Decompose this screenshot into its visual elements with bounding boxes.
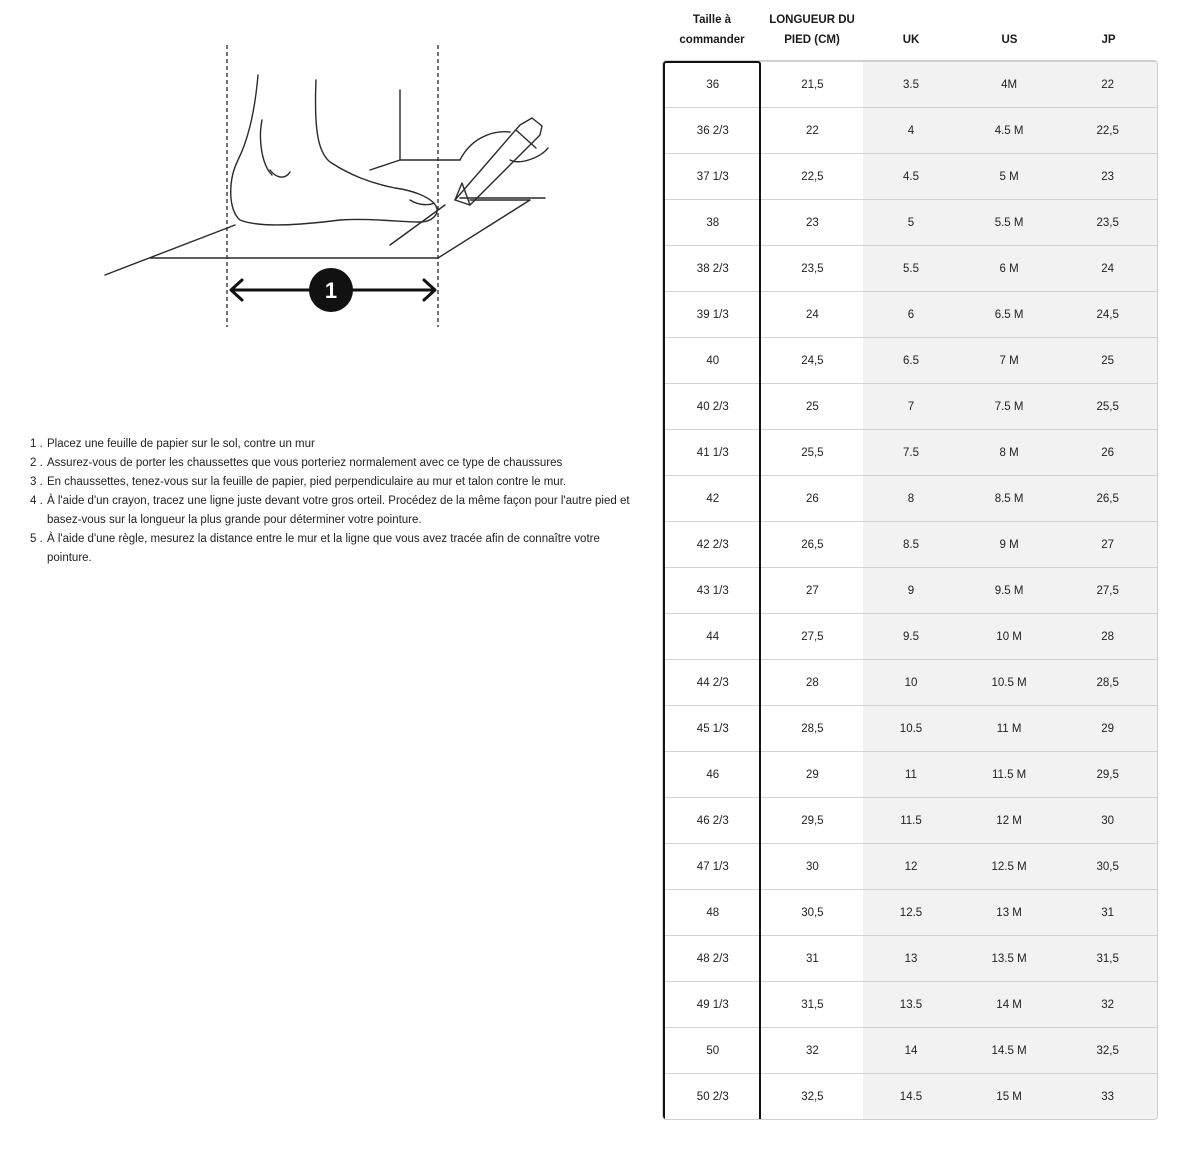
- cell-uk: 5.5: [902, 262, 919, 275]
- cell-us: 9.5 M: [994, 584, 1024, 597]
- cell-foot-length: 25,5: [801, 446, 824, 459]
- cell-order-size: 48: [706, 906, 720, 919]
- cell-order-size: 45 1/3: [696, 722, 729, 735]
- cell-jp: 22,5: [1096, 124, 1119, 137]
- cell-jp: 29: [1101, 722, 1115, 735]
- cell-jp: 25,5: [1096, 400, 1119, 413]
- cell-uk: 6: [907, 308, 915, 321]
- cell-uk: 7: [907, 400, 915, 413]
- cell-foot-length: 22,5: [801, 170, 824, 183]
- cell-foot-length: 28,5: [801, 722, 824, 735]
- instruction-item: 4 . À l'aide d'un crayon, tracez une ligne juste devant votre gros orteil. Procédez de la même façon pour l'autre pied et basez-vous sur la longueur la plus grande pour déterminer votre pointure.: [30, 495, 630, 526]
- cell-uk: 12: [904, 860, 918, 873]
- cell-uk: 10: [904, 676, 918, 689]
- cell-uk: 4: [907, 124, 915, 137]
- cell-order-size: 50: [706, 1044, 720, 1057]
- cell-order-size: 43 1/3: [696, 584, 729, 597]
- cell-jp: 23: [1101, 170, 1115, 183]
- cell-uk: 8.5: [902, 538, 919, 551]
- cell-foot-length: 32: [805, 1044, 819, 1057]
- cell-order-size: 37 1/3: [696, 170, 729, 183]
- cell-jp: 27: [1101, 538, 1115, 551]
- header-us: US: [1001, 34, 1018, 46]
- cell-us: 6 M: [999, 262, 1019, 275]
- cell-us: 11 M: [996, 722, 1022, 735]
- cell-us: 7 M: [999, 354, 1019, 367]
- cell-jp: 26,5: [1096, 492, 1119, 505]
- cell-jp: 23,5: [1096, 216, 1119, 229]
- cell-foot-length: 24: [805, 308, 819, 321]
- cell-jp: 22: [1101, 78, 1115, 91]
- header-uk: UK: [902, 34, 920, 46]
- cell-jp: 31: [1101, 906, 1115, 919]
- cell-uk: 12.5: [899, 906, 923, 919]
- cell-order-size: 46: [706, 768, 720, 781]
- cell-us: 15 M: [996, 1090, 1022, 1103]
- table-row: [663, 613, 1157, 659]
- table-row: [663, 843, 1157, 889]
- cell-foot-length: 30: [805, 860, 819, 873]
- cell-jp: 24,5: [1096, 308, 1119, 321]
- cell-foot-length: 27: [805, 584, 819, 597]
- cell-uk: 9: [907, 584, 915, 597]
- cell-uk: 7.5: [902, 446, 919, 459]
- table-row: [663, 429, 1157, 475]
- instruction-item: 3 . En chaussettes, tenez-vous sur la feuille de papier, pied perpendiculaire au mur et talon contre le mur.: [30, 476, 567, 488]
- table-body: [662, 60, 1158, 1120]
- cell-foot-length: 27,5: [801, 630, 824, 643]
- cell-foot-length: 31,5: [801, 998, 824, 1011]
- cell-us: 12.5 M: [991, 860, 1027, 873]
- cell-order-size: 44: [706, 630, 720, 643]
- cell-foot-length: 23,5: [801, 262, 824, 275]
- cell-us: 8 M: [999, 446, 1019, 459]
- table-row: [663, 383, 1157, 429]
- cell-jp: 27,5: [1096, 584, 1119, 597]
- table-row: [663, 889, 1157, 935]
- cell-order-size: 36: [706, 78, 720, 91]
- cell-us: 13 M: [996, 906, 1022, 919]
- table-row: [663, 521, 1157, 567]
- size-chart-table: [662, 0, 1158, 1120]
- cell-us: 12 M: [996, 814, 1022, 827]
- table-row: [663, 751, 1157, 797]
- cell-order-size: 47 1/3: [696, 860, 729, 873]
- cell-jp: 32: [1101, 998, 1115, 1011]
- cell-foot-length: 28: [805, 676, 819, 689]
- table-row: [663, 705, 1157, 751]
- table-row: [663, 1027, 1157, 1073]
- cell-uk: 8: [907, 492, 915, 505]
- cell-order-size: 38: [706, 216, 720, 229]
- cell-order-size: 40: [706, 354, 720, 367]
- instruction-item: 1 . Placez une feuille de papier sur le sol, contre un mur: [30, 438, 315, 450]
- cell-jp: 24: [1101, 262, 1115, 275]
- cell-order-size: 46 2/3: [696, 814, 729, 827]
- cell-order-size: 50 2/3: [696, 1090, 729, 1103]
- instructions-list: [30, 435, 640, 568]
- cell-us: 5.5 M: [994, 216, 1024, 229]
- cell-uk: 13.5: [899, 998, 923, 1011]
- cell-order-size: 44 2/3: [696, 676, 729, 689]
- cell-jp: 30,5: [1096, 860, 1119, 873]
- cell-foot-length: 21,5: [801, 78, 824, 91]
- cell-order-size: 40 2/3: [696, 400, 729, 413]
- cell-foot-length: 29: [805, 768, 819, 781]
- instruction-item: 2 . Assurez-vous de porter les chaussettes que vous porteriez normalement avec ce type de chaussures: [30, 457, 563, 469]
- cell-jp: 33: [1101, 1090, 1115, 1103]
- table-row: [663, 245, 1157, 291]
- table-row: [663, 337, 1157, 383]
- cell-order-size: 36 2/3: [696, 124, 729, 137]
- cell-order-size: 42: [706, 492, 720, 505]
- cell-us: 10 M: [996, 630, 1022, 643]
- header-jp: JP: [1101, 34, 1116, 46]
- cell-us: 10.5 M: [991, 676, 1027, 689]
- cell-us: 11.5 M: [991, 768, 1027, 781]
- cell-uk: 13: [904, 952, 918, 965]
- cell-uk: 11.5: [900, 814, 922, 827]
- table-row: [663, 797, 1157, 843]
- cell-order-size: 39 1/3: [696, 308, 729, 321]
- cell-us: 7.5 M: [994, 400, 1024, 413]
- cell-foot-length: 29,5: [801, 814, 824, 827]
- table-row: [663, 61, 1157, 107]
- table-row: [663, 659, 1157, 705]
- cell-uk: 6.5: [902, 354, 919, 367]
- table-row: [663, 567, 1157, 613]
- table-row: [663, 107, 1157, 153]
- cell-order-size: 38 2/3: [696, 262, 729, 275]
- cell-us: 5 M: [999, 170, 1019, 183]
- cell-jp: 28,5: [1096, 676, 1119, 689]
- table-row: [663, 475, 1157, 521]
- cell-us: 4.5 M: [994, 124, 1024, 137]
- cell-jp: 28: [1101, 630, 1115, 643]
- cell-order-size: 48 2/3: [696, 952, 729, 965]
- cell-foot-length: 32,5: [801, 1090, 824, 1103]
- cell-uk: 4.5: [902, 170, 919, 183]
- instruction-item: 5 . À l'aide d'une règle, mesurez la distance entre le mur et la ligne que vous avez tracée afin de connaître votre pointure.: [30, 533, 600, 564]
- cell-jp: 29,5: [1096, 768, 1119, 781]
- cell-jp: 25: [1101, 354, 1115, 367]
- foot-measurement-illustration: [95, 40, 565, 340]
- cell-uk: 5: [907, 216, 915, 229]
- cell-jp: 32,5: [1096, 1044, 1119, 1057]
- cell-uk: 3.5: [902, 78, 919, 91]
- cell-uk: 10.5: [899, 722, 923, 735]
- cell-order-size: 41 1/3: [696, 446, 729, 459]
- cell-us: 6.5 M: [994, 308, 1024, 321]
- table-row: [663, 153, 1157, 199]
- cell-uk: 11: [905, 768, 917, 781]
- cell-us: 14.5 M: [991, 1044, 1027, 1057]
- cell-order-size: 42 2/3: [696, 538, 729, 551]
- cell-us: 4M: [1001, 78, 1018, 91]
- cell-us: 8.5 M: [994, 492, 1024, 505]
- table-header: [662, 0, 1158, 60]
- table-row: [663, 291, 1157, 337]
- cell-order-size: 49 1/3: [696, 998, 729, 1011]
- cell-us: 14 M: [996, 998, 1022, 1011]
- cell-foot-length: 25: [805, 400, 819, 413]
- cell-foot-length: 30,5: [801, 906, 824, 919]
- cell-foot-length: 26,5: [801, 538, 824, 551]
- table-row: [663, 199, 1157, 245]
- cell-jp: 30: [1101, 814, 1115, 827]
- cell-foot-length: 23: [805, 216, 819, 229]
- cell-us: 9 M: [999, 538, 1019, 551]
- cell-jp: 31,5: [1096, 952, 1119, 965]
- step-number-label: 1: [324, 278, 338, 303]
- table-row: [663, 981, 1157, 1027]
- cell-foot-length: 22: [805, 124, 819, 137]
- cell-uk: 9.5: [902, 630, 919, 643]
- cell-foot-length: 26: [805, 492, 819, 505]
- header-order-size: Taille à commander: [679, 14, 745, 46]
- table-row: [663, 935, 1157, 981]
- cell-jp: 26: [1101, 446, 1115, 459]
- cell-uk: 14.5: [899, 1090, 923, 1103]
- cell-uk: 14: [904, 1044, 918, 1057]
- cell-us: 13.5 M: [991, 952, 1027, 965]
- table-row: [663, 1073, 1157, 1119]
- cell-foot-length: 31: [805, 952, 819, 965]
- header-foot-length: LONGUEUR DU PIED (CM): [769, 14, 855, 46]
- cell-foot-length: 24,5: [801, 354, 824, 367]
